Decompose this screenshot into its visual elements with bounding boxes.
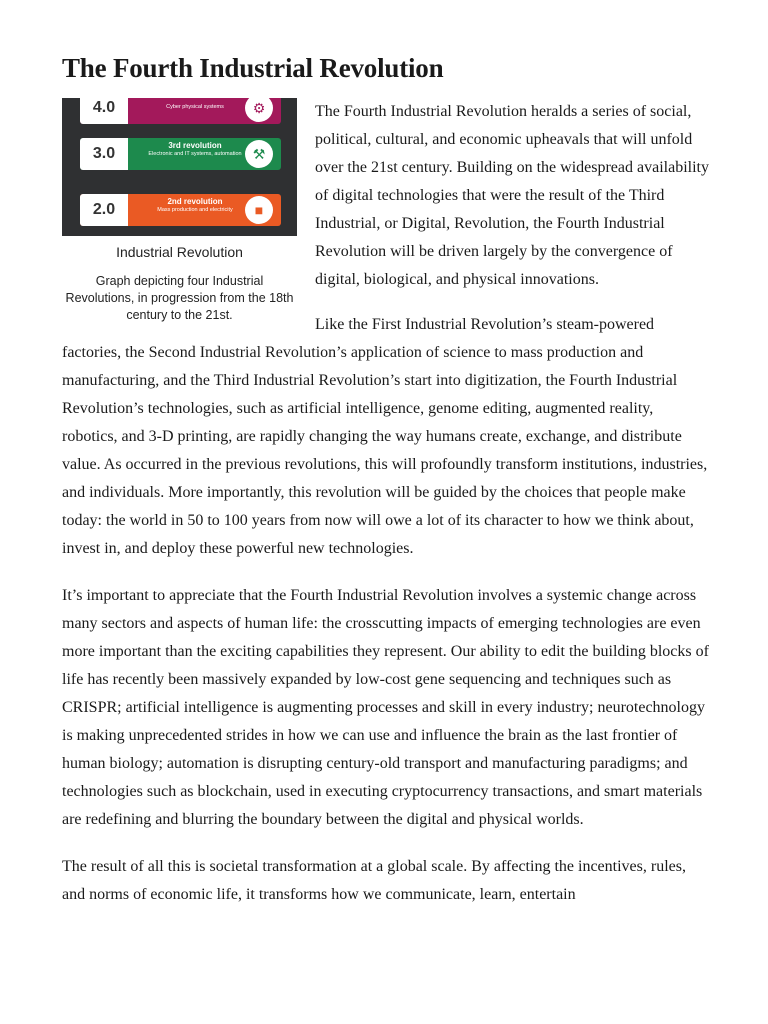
paragraph-1: The Fourth Industrial Revolution heralds a series of social, political, cultural, and economic upheavals that will unfold over the 21st century. Building on the widespread availability of digital technologies that were the result of the Third Industrial, or Digital, Revolution, the Fourth Industrial Revolution will be driven largely by the convergence of digital, biological, and physical innovations. bbox=[315, 103, 709, 288]
page-title: The Fourth Industrial Revolution bbox=[62, 53, 444, 83]
revolution-text-3 bbox=[140, 141, 250, 158]
infographic-image bbox=[62, 98, 297, 236]
article bbox=[62, 50, 710, 928]
revolution-subtitle-4: Cyber physical systems bbox=[166, 104, 224, 110]
figure bbox=[62, 98, 297, 324]
robot-arm-icon: ⚒ bbox=[245, 140, 273, 168]
paragraph-2: Like the First Industrial Revolution’s steam-powered factories, the Second Industrial Revolution’s application of science to mass production and manufacturing, and the Third Industrial Revolution’s start into digitization, the Fourth Industrial Revolution’s technologies, such as artificial intelligence, genome editing, augmented reality, robotics, and 3-D printing, are rapidly changing the way humans create, exchange, and distribute value. As occurred in the previous revolutions, this will profoundly transform institutions, industries, and individuals. More importantly, this revolution will be guided by the choices that people make today: the world in 50 to 100 years from now will owe a lot of its character to how we think about, invest in, and deploy these powerful new technologies. bbox=[62, 316, 708, 557]
revolution-subtitle-2: Mass production and electricity bbox=[157, 207, 233, 213]
revolution-subtitle-3: Electronic and IT systems, automation bbox=[148, 151, 242, 157]
revolution-text-2 bbox=[140, 197, 250, 214]
robot-icon: ⚙ bbox=[245, 98, 273, 122]
figure-caption-text: Graph depicting four Industrial Revolutions, in progression from the 18th century to the 21st. bbox=[65, 274, 294, 322]
revolution-text-4 bbox=[140, 104, 250, 111]
revolution-number-3: 3.0 bbox=[80, 138, 128, 170]
revolution-heading-3: 3rd revolution bbox=[168, 141, 222, 150]
factory-icon: ■ bbox=[245, 196, 273, 224]
figure-caption-title: Industrial Revolution bbox=[116, 244, 243, 260]
revolution-heading-2: 2nd revolution bbox=[167, 197, 223, 206]
paragraph-4: The result of all this is societal transformation at a global scale. By affecting the incentives, rules, and norms of economic life, it transforms how we communicate, learn, entertain bbox=[62, 858, 686, 903]
paragraph-3: It’s important to appreciate that the Fourth Industrial Revolution involves a systemic change across many sectors and aspects of human life: the crosscutting impacts of emerging technologies are even more important than the exciting capabilities they represent. Our ability to edit the building blocks of life has recently been massively expanded by low-cost gene sequencing and techniques such as CRISPR; artificial intelligence is augmenting processes and skill in every industry; neurotechnology is making unprecedented strides in how we can use and influence the brain as the last frontier of human biology; automation is disrupting century-old transport and manufacturing paradigms; and technologies such as blockchain, used in executing cryptocurrency transactions, and smart materials are redefining and blurring the boundary between the digital and physical worlds. bbox=[62, 587, 709, 828]
revolution-number-2: 2.0 bbox=[80, 194, 128, 226]
revolution-number-4: 4.0 bbox=[80, 98, 128, 124]
